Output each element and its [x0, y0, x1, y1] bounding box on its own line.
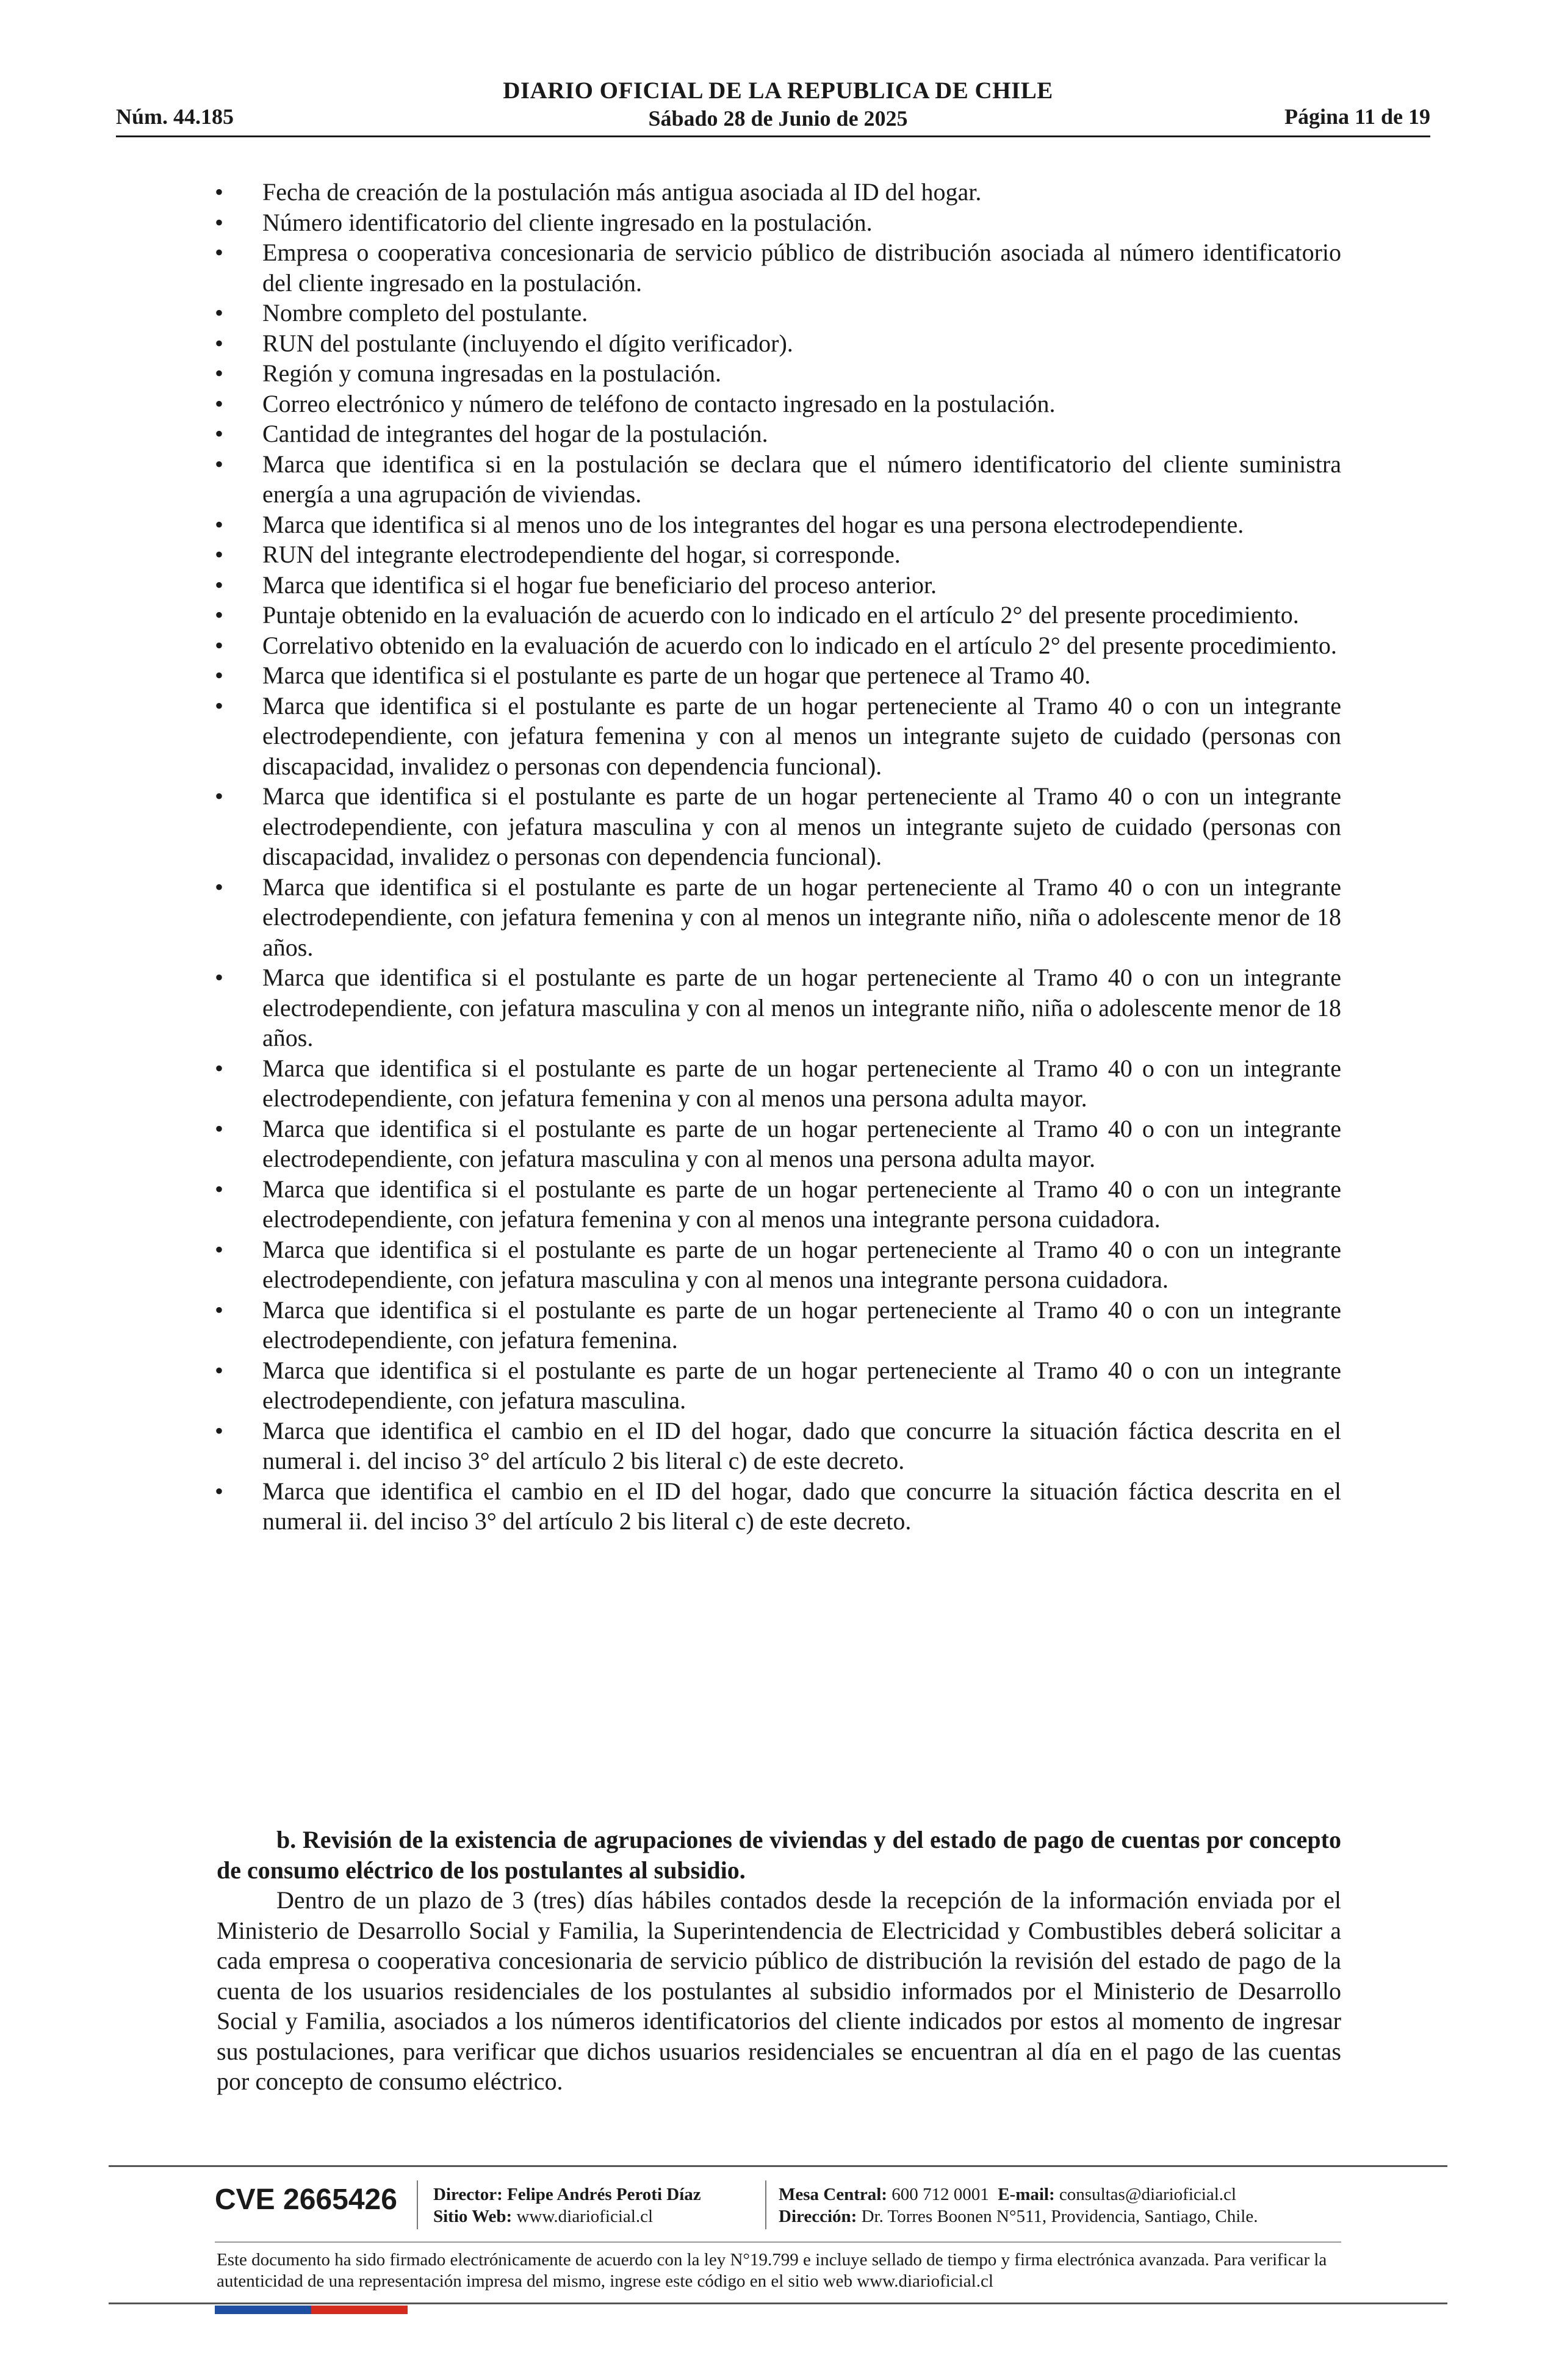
- mesa-phone: 600 712 0001: [891, 2185, 989, 2204]
- list-item-text: Marca que identifica si el postulante es parte de un hogar perteneciente al Tramo 40 o con un integrante electrodependiente, con jefatura masculina y con al menos un integrante niño, niña o adolescente menor de 18 años.: [262, 964, 1341, 1051]
- bullet-icon: •: [215, 873, 224, 901]
- list-item-text: Región y comuna ingresadas en la postulación.: [262, 359, 722, 387]
- list-item-text: Correlativo obtenido en la evaluación de acuerdo con lo indicado en el artículo 2° del presente procedimiento.: [262, 631, 1337, 659]
- bullet-icon: •: [215, 1175, 224, 1203]
- footer-contact-block: [779, 2183, 1258, 2227]
- address-label: Dirección:: [779, 2207, 857, 2226]
- list-item: [215, 781, 1341, 872]
- bullet-icon: •: [215, 1477, 224, 1505]
- list-item-text: Marca que identifica si el postulante es parte de un hogar perteneciente al Tramo 40 o con un integrante electrodependiente, con jefatura femenina y con al menos una integrante persona cuidadora.: [262, 1175, 1341, 1233]
- list-item-text: Marca que identifica si el postulante es parte de un hogar perteneciente al Tramo 40 o con un integrante electrodependiente, con jefatura masculina y con al menos una integrante persona cuidadora.: [262, 1235, 1341, 1293]
- bullet-icon: •: [215, 178, 224, 206]
- list-item: [215, 962, 1341, 1053]
- list-item-text: Marca que identifica si el postulante es parte de un hogar que pertenece al Tramo 40.: [262, 662, 1091, 689]
- list-item-text: Cantidad de integrantes del hogar de la postulación.: [262, 420, 768, 447]
- footer-separator: [765, 2180, 766, 2229]
- bullet-icon: •: [215, 1054, 224, 1082]
- list-item-text: Número identificatorio del cliente ingresado en la postulación.: [262, 208, 873, 236]
- list-item: [215, 328, 1341, 359]
- cve-code: CVE 2665426: [215, 2183, 397, 2216]
- address-value: Dr. Torres Boonen N°511, Providencia, Santiago, Chile.: [861, 2207, 1258, 2226]
- bullet-icon: •: [215, 359, 224, 387]
- list-item: [215, 207, 1341, 238]
- list-item-text: Correo electrónico y número de teléfono de contacto ingresado en la postulación.: [262, 389, 1056, 417]
- list-item: [215, 1174, 1341, 1235]
- list-item-text: Marca que identifica si el hogar fue beneficiario del proceso anterior.: [262, 571, 937, 599]
- list-item: [215, 389, 1341, 419]
- list-item: [215, 358, 1341, 389]
- list-item-text: Marca que identifica si el postulante es parte de un hogar perteneciente al Tramo 40 o con un integrante electrodependiente, con jefatura femenina y con al menos un integrante sujeto de cuidado (personas con discapacidad, invalidez o personas con dependencia funcional).: [262, 691, 1341, 780]
- list-item-text: Nombre completo del postulante.: [262, 299, 588, 326]
- section-b-paragraph: Dentro de un plazo de 3 (tres) días hábiles contados desde la recepción de la información enviada por el Ministerio de Desarrollo Social y Familia, la Superintendencia de Electricidad y Combustibles deberá solicitar a cada empresa o cooperativa concesionaria de servicio público de distribución la revisión del estado de pago de la cuenta de los usuarios residenciales de los postulantes al subsidio informados por el Ministerio de Desarrollo Social y Familia, asociados a los números identificatorios del cliente indicados por estos al momento de ingresar sus postulaciones, para verificar que dichos usuarios residenciales se encuentran al día en el pago de las cuentas por concepto de consumo eléctrico.: [217, 1886, 1341, 2095]
- publication-date: Sábado 28 de Junio de 2025: [648, 106, 908, 131]
- bullet-icon: •: [215, 510, 224, 538]
- bullet-icon: •: [215, 631, 224, 659]
- list-item: [215, 1295, 1341, 1355]
- list-item-text: Marca que identifica si el postulante es parte de un hogar perteneciente al Tramo 40 o con un integrante electrodependiente, con jefatura femenina y con al menos una persona adulta mayor.: [262, 1054, 1341, 1112]
- list-item: [215, 298, 1341, 328]
- list-item-text: Marca que identifica si el postulante es parte de un hogar perteneciente al Tramo 40 o con un integrante electrodependiente, con jefatura masculina y con al menos un integrante sujeto de cuidado (personas con discapacidad, invalidez o personas con dependencia funcional).: [262, 782, 1341, 870]
- list-item: [215, 510, 1341, 540]
- list-item: [215, 660, 1341, 691]
- list-item-text: Marca que identifica si el postulante es parte de un hogar perteneciente al Tramo 40 o con un integrante electrodependiente, con jefatura masculina.: [262, 1356, 1341, 1414]
- list-item: [215, 570, 1341, 600]
- list-item-text: Marca que identifica el cambio en el ID del hogar, dado que concurre la situación fáctica descrita en el numeral i. del inciso 3° del artículo 2 bis literal c) de este decreto.: [262, 1416, 1341, 1474]
- footer-mid-divider: [215, 2241, 1341, 2243]
- list-item-text: Marca que identifica si el postulante es parte de un hogar perteneciente al Tramo 40 o con un integrante electrodependiente, con jefatura masculina y con al menos una persona adulta mayor.: [262, 1114, 1341, 1172]
- director-name: Felipe Andrés Peroti Díaz: [507, 2185, 701, 2204]
- bullet-list: [215, 177, 1341, 1537]
- bullet-icon: •: [215, 601, 224, 629]
- section-b: [217, 1825, 1341, 2097]
- header-divider: [116, 135, 1430, 137]
- newspaper-title: DIARIO OFICIAL DE LA REPUBLICA DE CHILE: [503, 78, 1053, 104]
- flag-stripe-red: [311, 2306, 408, 2314]
- list-item-text: Marca que identifica si en la postulación se declara que el número identificatorio del cliente suministra energía a una agrupación de viviendas.: [262, 450, 1341, 508]
- bullet-icon: •: [215, 964, 224, 991]
- footer-top-divider: [109, 2165, 1447, 2167]
- list-item: [215, 419, 1341, 449]
- footer-bottom-divider: [109, 2302, 1447, 2304]
- list-item: [215, 177, 1341, 207]
- bullet-icon: •: [215, 329, 224, 357]
- bullet-icon: •: [215, 1356, 224, 1384]
- section-b-title: b. Revisión de la existencia de agrupaciones de viviendas y del estado de pago de cuentas por concepto de consumo eléctrico de los postulantes al subsidio.: [217, 1826, 1341, 1884]
- bullet-icon: •: [215, 1296, 224, 1324]
- list-item: [215, 691, 1341, 782]
- list-item-text: Marca que identifica si el postulante es parte de un hogar perteneciente al Tramo 40 o con un integrante electrodependiente, con jefatura femenina.: [262, 1296, 1341, 1354]
- bullet-icon: •: [215, 541, 224, 568]
- footer-separator: [417, 2180, 418, 2229]
- bullet-icon: •: [215, 208, 224, 236]
- bullet-icon: •: [215, 1114, 224, 1142]
- list-item: [215, 1476, 1341, 1537]
- bullet-icon: •: [215, 662, 224, 689]
- bullet-icon: •: [215, 691, 224, 719]
- list-item-text: Puntaje obtenido en la evaluación de acuerdo con lo indicado en el artículo 2° del presente procedimiento.: [262, 601, 1299, 629]
- list-item: [215, 1355, 1341, 1416]
- page-number: Página 11 de 19: [1284, 104, 1430, 129]
- list-item: [215, 1235, 1341, 1295]
- list-item: [215, 872, 1341, 963]
- list-item: [215, 1114, 1341, 1174]
- list-item: [215, 1416, 1341, 1476]
- bullet-icon: •: [215, 299, 224, 326]
- list-item-text: RUN del postulante (incluyendo el dígito verificador).: [262, 329, 793, 357]
- bullet-icon: •: [215, 389, 224, 417]
- bullet-icon: •: [215, 782, 224, 810]
- list-item: [215, 449, 1341, 510]
- site-label: Sitio Web:: [433, 2207, 513, 2226]
- list-item: [215, 600, 1341, 630]
- list-item-text: Marca que identifica si el postulante es parte de un hogar perteneciente al Tramo 40 o con un integrante electrodependiente, con jefatura femenina y con al menos un integrante niño, niña o adolescente menor de 18 años.: [262, 873, 1341, 961]
- list-item: [215, 1053, 1341, 1114]
- list-item-text: Marca que identifica el cambio en el ID del hogar, dado que concurre la situación fáctica descrita en el numeral ii. del inciso 3° del artículo 2 bis literal c) de este decreto.: [262, 1477, 1341, 1535]
- bullet-icon: •: [215, 1235, 224, 1263]
- list-item-text: Marca que identifica si al menos uno de los integrantes del hogar es una persona electrodependiente.: [262, 510, 1244, 538]
- director-label: Director:: [433, 2185, 503, 2204]
- list-item: [215, 539, 1341, 570]
- bullet-icon: •: [215, 571, 224, 599]
- flag-stripe-blue: [215, 2306, 311, 2314]
- list-item: [215, 630, 1341, 661]
- bullet-icon: •: [215, 239, 224, 266]
- bullet-icon: •: [215, 420, 224, 447]
- list-item-text: Empresa o cooperativa concesionaria de servicio público de distribución asociada al número identificatorio del cliente ingresado en la postulación.: [262, 239, 1341, 297]
- email-link[interactable]: consultas@diarioficial.cl: [1059, 2185, 1236, 2204]
- email-label: E-mail:: [998, 2185, 1055, 2204]
- mesa-label: Mesa Central:: [779, 2185, 887, 2204]
- list-item-text: RUN del integrante electrodependiente del hogar, si corresponde.: [262, 541, 901, 568]
- list-item-text: Fecha de creación de la postulación más antigua asociada al ID del hogar.: [262, 178, 982, 206]
- issue-number: Núm. 44.185: [116, 104, 234, 129]
- bullet-icon: •: [215, 450, 224, 478]
- site-link[interactable]: www.diarioficial.cl: [516, 2207, 654, 2226]
- list-item: [215, 237, 1341, 298]
- bullet-icon: •: [215, 1416, 224, 1444]
- legal-notice: Este documento ha sido firmado electrónicamente de acuerdo con la ley N°19.799 e incluye sellado de tiempo y firma electrónica avanzada. Para verificar la autenticidad de una representación impresa del mismo, ingrese este código en el sitio web www.diarioficial.cl: [217, 2250, 1327, 2291]
- footer-director-block: [433, 2183, 701, 2227]
